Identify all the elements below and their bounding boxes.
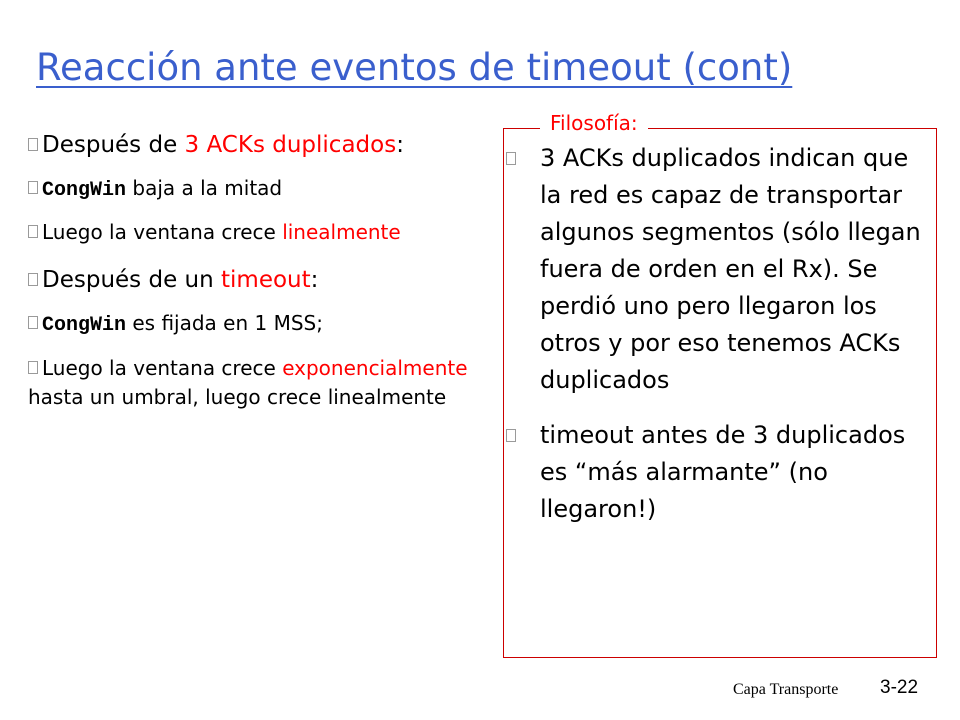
bullet-box-icon — [28, 361, 38, 374]
philosophy-label: Filosofía: — [540, 110, 648, 136]
philosophy-bullet-duplicate-acks: 3 ACKs duplicados indican que la red es capaz de transportar algunos segmentos (sólo llegan fuera de orden en el Rx). Se perdió uno pero llegaron los otros y por eso tenemos ACKs duplicados — [506, 140, 926, 399]
slide-title: Reacción ante eventos de timeout (cont) — [36, 46, 793, 89]
bullet-box-icon — [28, 225, 38, 238]
bullet-box-icon — [28, 181, 38, 194]
left-column — [28, 128, 468, 412]
point-three-acks: Después de 3 ACKs duplicados: — [28, 128, 468, 162]
bullet-box-icon — [506, 152, 516, 165]
subpoint-congwin-1mss: CongWin es fijada en 1 MSS; — [28, 309, 468, 340]
philosophy-bullets — [506, 140, 926, 528]
subpoint-exponential-growth: Luego la ventana crece exponencialmente hasta un umbral, luego crece linealmente — [28, 356, 468, 409]
subpoint-linear-growth: Luego la ventana crece linealmente — [28, 218, 468, 247]
bullet-box-icon — [28, 316, 38, 329]
subpoint-congwin-halved: CongWin baja a la mitad — [28, 174, 468, 205]
philosophy-bullet-timeout: timeout antes de 3 duplicados es “más alarmante” (no llegaron!) — [506, 417, 926, 528]
footer-chapter-label: Capa Transporte — [733, 681, 839, 698]
footer-page-number: 3-22 — [880, 677, 919, 698]
bullet-box-icon — [28, 138, 38, 151]
bullet-box-icon — [28, 273, 38, 286]
point-timeout: Después de un timeout: — [28, 263, 468, 297]
bullet-box-icon — [506, 429, 516, 442]
